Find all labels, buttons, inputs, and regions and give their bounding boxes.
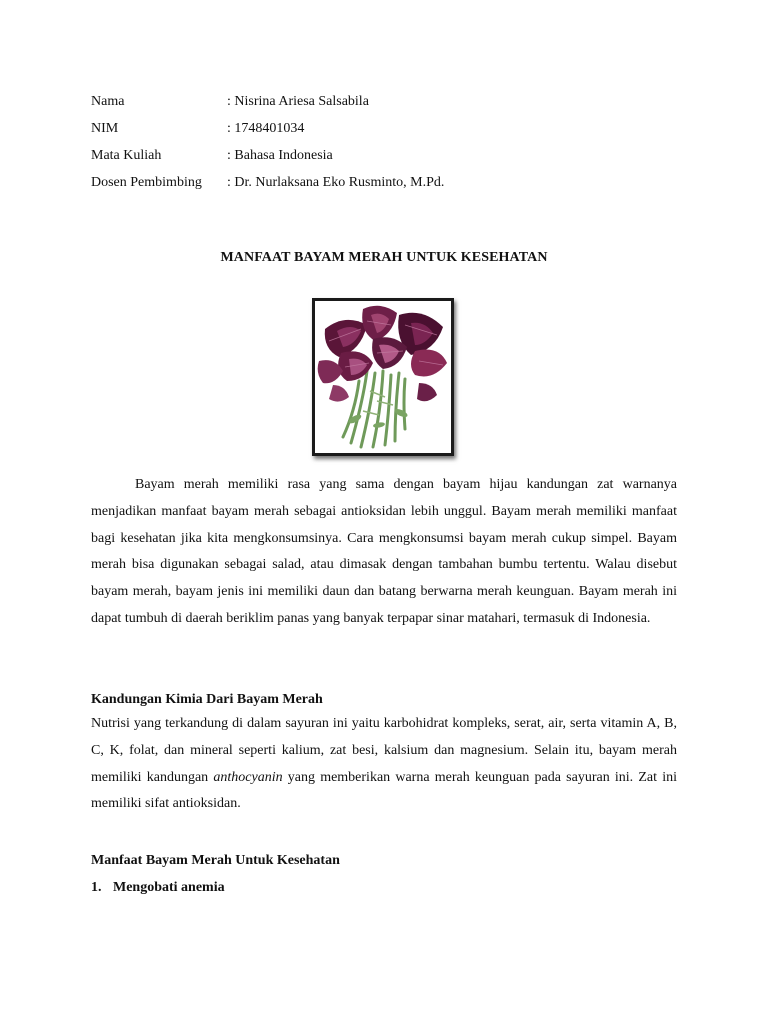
red-spinach-photo — [312, 298, 454, 456]
info-value: : Dr. Nurlaksana Eko Rusminto, M.Pd. — [227, 175, 445, 190]
section1-text-after: yang memberikan warna merah keunguan pada sayuran ini. Zat ini memiliki sifat antioksidan. — [91, 769, 677, 812]
list-item-number: 1. — [91, 880, 102, 895]
red-spinach-illustration — [315, 301, 451, 453]
intro-paragraph — [91, 472, 677, 633]
section1-italic-term: anthocyanin — [213, 769, 283, 785]
intro-paragraph-text: Bayam merah memiliki rasa yang sama dengan bayam hijau kandungan zat warnanya menjadikan manfaat bayam merah sebagai antioksidan lebih unggul. Bayam merah memiliki manfaat bagi kesehatan jika kita mengkonsumsinya. Cara mengkonsumsi bayam merah cukup simpel. Bayam merah bisa digunakan sebagai salad, atau dimasak dengan tambahan bumbu tertentu. Walau disebut bayam merah, bayam jenis ini memiliki daun dan batang berwarna merah keunguan. Bayam merah ini dapat tumbuh di daerah beriklim panas yang banyak terpapar sinar matahari, termasuk di Indonesia. — [91, 477, 677, 626]
section1-paragraph — [91, 711, 677, 818]
info-label: Dosen Pembimbing — [91, 175, 202, 190]
page-title: MANFAAT BAYAM MERAH UNTUK KESEHATAN — [220, 250, 548, 265]
info-label: NIM — [91, 121, 119, 136]
section1-text-before: Nutrisi yang terkandung di dalam sayuran ini yaitu karbohidrat kompleks, serat, air, serta vitamin A, B, C, K, folat, dan mineral seperti kalium, zat besi, kalsium dan magnesium. Selain itu, bayam merah memiliki kandungan — [91, 716, 677, 785]
section-heading-kandungan: Kandungan Kimia Dari Bayam Merah — [91, 692, 323, 707]
list-item-label: Mengobati anemia — [113, 880, 225, 895]
info-value: : 1748401034 — [227, 121, 305, 136]
section-heading-manfaat: Manfaat Bayam Merah Untuk Kesehatan — [91, 853, 340, 868]
info-label: Mata Kuliah — [91, 148, 162, 163]
info-value: : Nisrina Ariesa Salsabila — [227, 94, 369, 109]
info-label: Nama — [91, 94, 125, 109]
info-value: : Bahasa Indonesia — [227, 148, 333, 163]
list-item — [91, 880, 225, 896]
